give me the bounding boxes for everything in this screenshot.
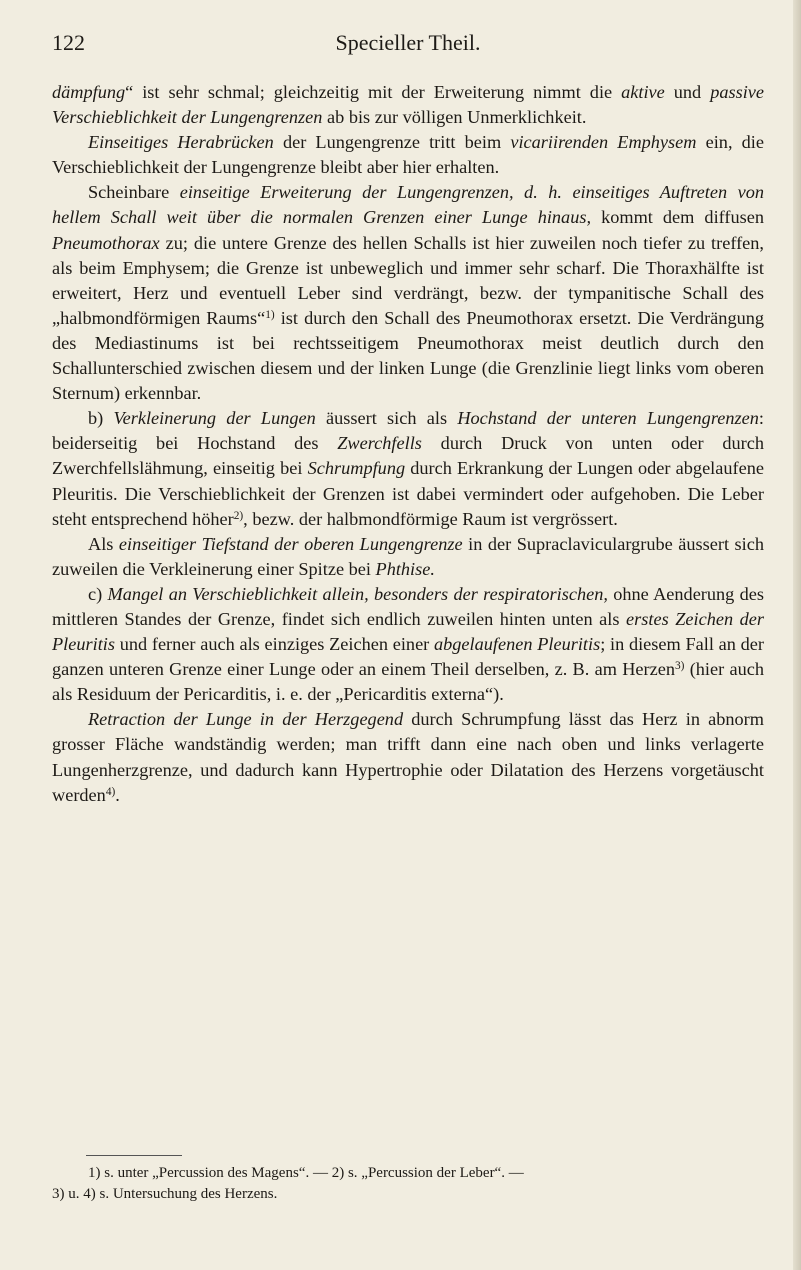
paragraph bbox=[52, 582, 764, 707]
footnote-ref: 3) bbox=[674, 659, 685, 672]
text-run: und bbox=[664, 82, 711, 102]
page-number: 122 bbox=[52, 30, 85, 55]
text-run: Als bbox=[88, 533, 119, 554]
text-run: durch Schrumpfung lässt das Herz in abnorm grosser Fläche wandständig werden; man trifft dann eine nach oben und links verlagerte Lungenherzgrenze, und dadurch kann Hypertrophie oder Dilatation des Herzens vorgetäuscht werden bbox=[52, 709, 764, 805]
paragraph bbox=[52, 130, 764, 180]
italic-run: Retraction der Lunge in der Herzgegend bbox=[88, 709, 404, 730]
footnote-divider bbox=[86, 1155, 182, 1156]
paragraph bbox=[52, 80, 764, 130]
text-run: , bezw. der halbmondförmige Raum ist vergrössert. bbox=[243, 508, 618, 529]
text-run: und ferner auch als einziges Zeichen einer bbox=[114, 634, 434, 655]
footnote-ref: 4) bbox=[105, 785, 116, 798]
text-run: durch Erkrankung der Lungen oder abgelaufene Pleuritis. Die Verschieblichkeit der Grenzen ist dabei vermindert oder aufgehoben. Die Leber steht entsprechend höher bbox=[52, 458, 764, 529]
text-run: ; in diesem Fall an der ganzen unteren Grenze einer Lunge oder an einem Theil derselben, z. B. am Herzen bbox=[52, 634, 764, 680]
running-title: Specieller Theil. bbox=[335, 30, 481, 55]
footnote-ref: 1) bbox=[265, 308, 275, 321]
text-run: ohne Aenderung des mittleren Standes der Grenze, findet sich endlich zuweilen hinten unten als bbox=[52, 583, 765, 629]
italic-run: Mangel an Verschieblichkeit allein, besonders der respiratorischen, bbox=[107, 583, 608, 604]
text-run: der Lungengrenze tritt beim bbox=[273, 132, 511, 153]
italic-run: aktive bbox=[621, 82, 665, 102]
italic-run: Einseitiges Herabrücken bbox=[88, 132, 274, 153]
italic-run: erstes Zeichen der Pleuritis bbox=[52, 608, 765, 655]
text-run: ist durch den Schall des Pneumothorax ersetzt. Die Verdrängung des Mediastinums ist bei rechtsseitigem Pneumothorax meist deutlich durch den Schallunterschied zwischen diesem und der linken Lunge (die Grenzlinie liegt links vom oberen Sternum) erkennbar. bbox=[52, 307, 765, 404]
paragraph bbox=[52, 406, 764, 531]
body-text bbox=[52, 80, 764, 808]
italic-run: abgelaufenen Pleuritis bbox=[434, 634, 601, 655]
footnote-line: 1) s. unter „Percussion des Magens“. — 2) s. „Percussion der Leber“. — bbox=[88, 1165, 524, 1181]
italic-run: Phthise. bbox=[375, 558, 435, 579]
paragraph bbox=[52, 180, 764, 406]
italic-run: dämpfung bbox=[52, 82, 126, 102]
italic-run: einseitiger Tiefstand der oberen Lungengrenze bbox=[118, 533, 463, 554]
text-run: . bbox=[115, 784, 120, 805]
text-run: ein, die Verschieblichkeit der Lungengrenze bleibt aber hier erhalten. bbox=[52, 132, 764, 178]
page-edge bbox=[793, 0, 801, 1270]
footnote-ref: 2) bbox=[233, 509, 244, 522]
text-run: c) bbox=[88, 583, 108, 604]
text-run: in der Supraclaviculargrube äussert sich zuweilen die Verkleinerung einer Spitze bei bbox=[52, 533, 764, 579]
text-run: kommt dem diffusen bbox=[591, 207, 765, 228]
italic-run: vicariirenden Emphysem bbox=[510, 132, 697, 153]
italic-run: Pneumothorax bbox=[52, 232, 160, 253]
italic-run: passive Verschieblichkeit der Lungengrenzen bbox=[52, 82, 765, 128]
paragraph bbox=[52, 532, 764, 582]
italic-run: Schrumpfung bbox=[307, 458, 406, 479]
text-run: durch Druck von unten oder durch Zwerchfellslähmung, einseitig bei bbox=[52, 433, 764, 479]
paragraph bbox=[52, 707, 764, 807]
text-run: zu; die untere Grenze des hellen Schalls ist hier zuweilen noch tiefer zu treffen, als beim Emphysem; die Grenze ist unbeweglich und immer sehr scharf. Die Thoraxhälfte ist erweitert, Herz und eventuell Leber sind verdrängt, bezw. der tympanitische Schall des „halbmondförmigen Raums“ bbox=[52, 232, 764, 328]
text-run: (hier auch als Residuum der Pericarditis, i. e. der „Pericarditis externa“). bbox=[52, 659, 764, 705]
italic-run: einseitige Erweiterung der Lungengrenzen, d. h. einseitiges Auftreten von hellem Schall weit über die normalen Grenzen einer Lunge hinaus, bbox=[52, 182, 764, 228]
italic-run: Verkleinerung der Lungen bbox=[113, 408, 316, 429]
text-run: äussert sich als bbox=[315, 408, 458, 429]
italic-run: Hochstand der unteren Lungengrenzen bbox=[457, 408, 759, 429]
page-header bbox=[52, 30, 764, 60]
text-run: “ ist sehr schmal; gleichzeitig mit der Erweiterung nimmt die bbox=[125, 82, 622, 102]
footnote-line: 3) u. 4) s. Untersuchung des Herzens. bbox=[52, 1186, 278, 1202]
text-run: : beiderseitig bei Hochstand des bbox=[52, 408, 764, 454]
footnotes bbox=[52, 1163, 764, 1205]
text-run: ab bis zur völligen Unmerklichkeit. bbox=[322, 107, 587, 128]
italic-run: Zwerchfells bbox=[337, 433, 422, 454]
text-run: b) bbox=[88, 408, 114, 429]
text-run: Scheinbare bbox=[88, 182, 180, 203]
